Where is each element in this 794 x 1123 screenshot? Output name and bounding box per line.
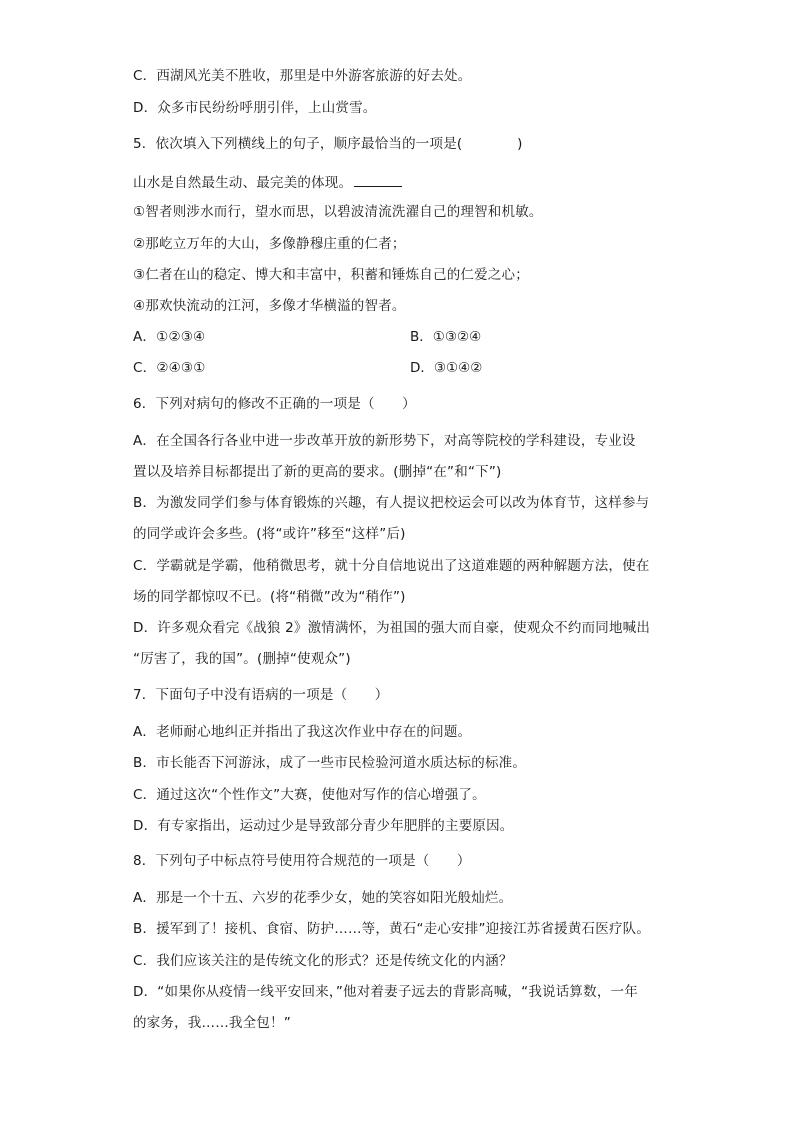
q8-option-c: C．我们应该关注的是传统文化的形式？还是传统文化的内涵？: [133, 953, 513, 969]
fill-blank: [354, 172, 402, 187]
q5-option-c: C．②④③①: [133, 360, 206, 376]
q5-stem: 5．依次填入下列横线上的句子，顺序最恰当的一项是( ): [133, 136, 523, 152]
q5-option-d: D．③①④②: [410, 360, 483, 376]
q6-option-a-line1: A．在全国各行各业中进一步改革开放的新形势下，对高等院校的学科建设，专业设: [133, 433, 636, 449]
q4-option-c: C．西湖风光美不胜收，那里是中外游客旅游的好去处。: [133, 68, 472, 84]
q5-sentence-1: ①智者则涉水而行，望水而思，以碧波清流洗濯自己的理智和机敏。: [133, 204, 543, 220]
q7-option-d: D．有专家指出，运动过少是导致部分青少年肥胖的主要原因。: [133, 818, 514, 834]
q7-option-b: B．市长能否下河游泳，成了一些市民检验河道水质达标的标准。: [133, 755, 527, 771]
q5-sentence-4: ④那欢快流动的江河，多像才华横溢的智者。: [133, 298, 406, 314]
q6-option-c-line2: 场的同学都惊叹不已。(将“稍微”改为“稍作”): [133, 589, 406, 605]
q6-option-d-line1: D．许多观众看完《战狼 2》激情满怀，为祖国的强大而自豪，使观众不约而同地喊出: [133, 620, 651, 636]
q5-sentence-3: ③仁者在山的稳定、博大和丰富中，积蓄和锤炼自己的仁爱之心；: [133, 267, 529, 283]
q5-lead-sentence: [133, 172, 402, 192]
q5-option-b: B．①③②④: [410, 329, 482, 345]
q5-option-a: A．①②③④: [133, 329, 206, 345]
q6-option-b-line1: B．为激发同学们参与体育锻炼的兴趣，有人提议把校运会可以改为体育节，这样参与: [133, 495, 650, 511]
q8-option-d-line2: 的家务，我……我全包！”: [133, 1015, 291, 1031]
q7-stem: 7．下面句子中没有语病的一项是（ ）: [133, 687, 389, 703]
q8-option-b: B．援军到了！接机、食宿、防护……等，黄石“走心安排”迎接江苏省援黄石医疗队。: [133, 921, 651, 937]
q8-option-d-line1: D．“如果你从疫情一线平安回来，”他对着妻子远去的背影高喊，“我说话算数，一年: [133, 984, 638, 1000]
q7-option-c: C．通过这次“个性作文”大赛，使他对写作的信心增强了。: [133, 787, 486, 803]
q6-stem: 6．下列对病句的修改不正确的一项是（ ）: [133, 396, 416, 412]
q6-option-c-line1: C．学霸就是学霸，他稍微思考，就十分自信地说出了这道难题的两种解题方法，使在: [133, 558, 650, 574]
q6-option-a-line2: 置以及培养目标都提出了新的更高的要求。(删掉“在”和“下”): [133, 464, 502, 480]
q4-option-d: D．众多市民纷纷呼朋引伴，上山赏雪。: [133, 100, 377, 116]
q6-option-b-line2: 的同学或许会多些。(将“或许”移至“这样”后): [133, 526, 406, 542]
q8-option-a: A．那是一个十五、六岁的花季少女，她的笑容如阳光般灿烂。: [133, 890, 513, 906]
q7-option-a: A．老师耐心地纠正并指出了我这次作业中存在的问题。: [133, 724, 472, 740]
q5-lead-text: 山水是自然最生动、最完美的体现。: [133, 175, 353, 191]
q5-sentence-2: ②那屹立万年的大山，多像静穆庄重的仁者；: [133, 236, 406, 252]
q6-option-d-line2: “厉害了，我的国”。(删掉“使观众”): [133, 651, 351, 667]
q8-stem: 8．下列句子中标点符号使用符合规范的一项是（ ）: [133, 853, 471, 869]
